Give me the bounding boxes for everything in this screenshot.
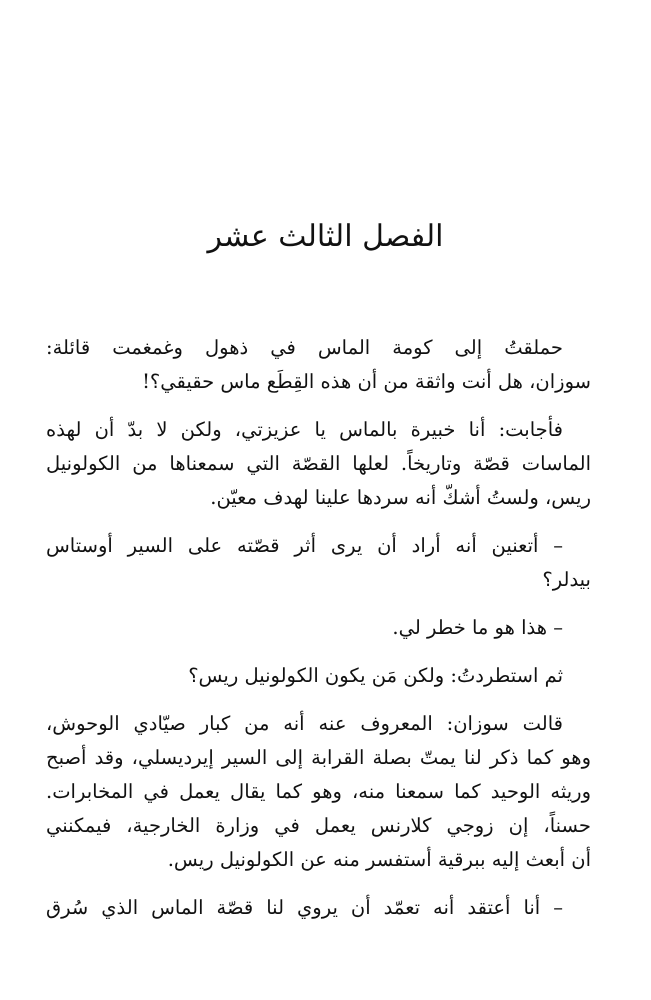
text-line: وريثه الوحيد كما سمعنا منه، وهو كما يقال يعمل في المخابرات. (46, 780, 591, 803)
text-line: فأجابت: أنا خبيرة بالماس يا عزيزتي، ولكن لا بدّ أن لهذه (46, 418, 563, 441)
text-line: أن أبعث إليه ببرقية أستفسر منه عن الكولونيل ريس. (167, 848, 591, 871)
text-line: – هذا هو ما خطر لي. (392, 616, 563, 639)
paragraph (46, 331, 591, 399)
paragraph (46, 659, 591, 693)
paragraph (46, 529, 591, 597)
text-line: وهو كما ذكر لنا يمتّ بصلة القرابة إلى السير إيرديسلي، وقد أصبح (46, 746, 591, 769)
paragraph (46, 891, 591, 925)
text-line: بيدلر؟ (542, 568, 591, 591)
text-line: – أتعنين أنه أراد أن يرى أثر قصّته على السير أوستاس (46, 534, 563, 557)
text-line: حسناً، إن زوجي كلارنس يعمل في وزارة الخارجية، فيمكنني (46, 814, 591, 837)
paragraph (46, 611, 591, 645)
text-line: حملقتُ إلى كومة الماس في ذهول وغمغمت قائلة: (46, 336, 563, 359)
text-line: سوزان، هل أنت واثقة من أن هذه القِطَع ماس حقيقي؟! (142, 370, 591, 393)
paragraph (46, 413, 591, 515)
text-line: ريس، ولستُ أشكّ أنه سردها علينا لهدف معيّن. (210, 486, 591, 509)
text-line: – أنا أعتقد أنه تعمّد أن يروي لنا قصّة الماس الذي سُرق (46, 896, 563, 919)
chapter-title: الفصل الثالث عشر (207, 219, 444, 254)
paragraph (46, 707, 591, 877)
text-line: الماسات قصّة وتاريخاً. لعلها القصّة التي سمعناها من الكولونيل (46, 452, 591, 475)
text-line: ثم استطردتُ: ولكن مَن يكون الكولونيل ريس؟ (188, 664, 563, 687)
chapter-body (46, 331, 591, 939)
text-line: قالت سوزان: المعروف عنه أنه من كبار صيّادي الوحوش، (46, 712, 563, 735)
